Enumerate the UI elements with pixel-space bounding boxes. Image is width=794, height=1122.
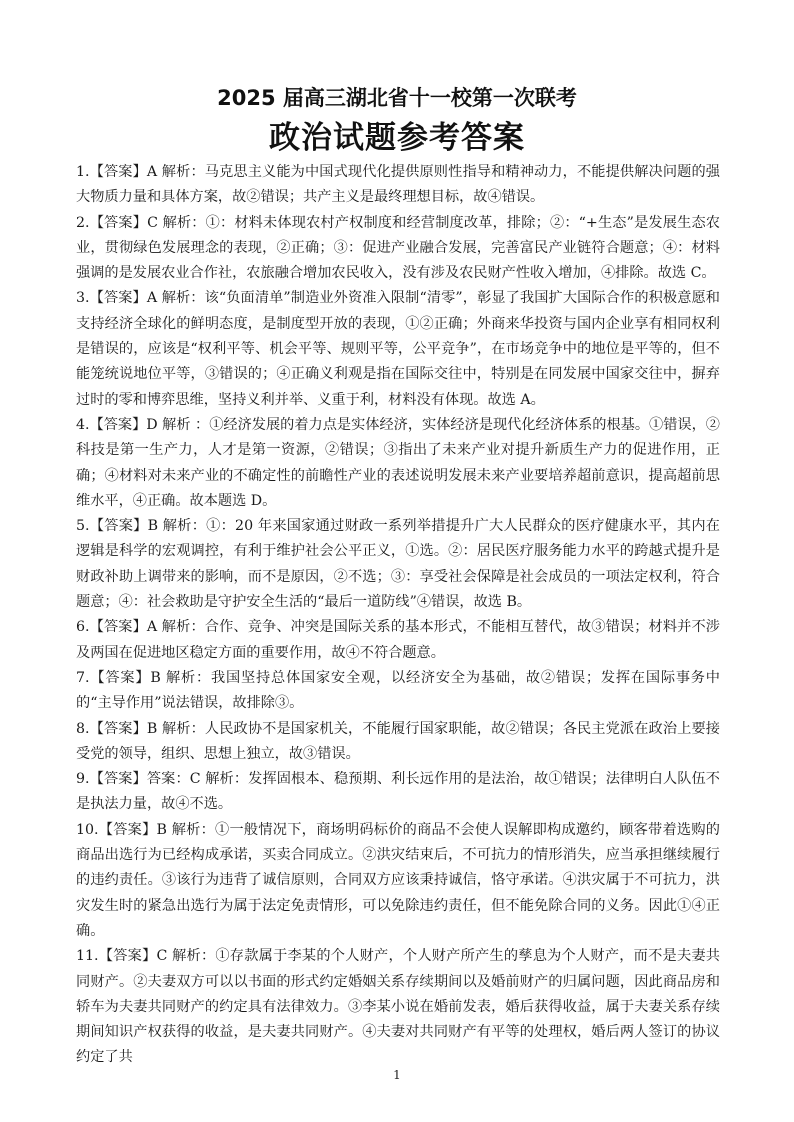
answer-item-7: 7.【答案】B 解析：我国坚持总体国家安全观，以经济安全为基础，故②错误；发挥在国际事务中的“主导作用”说法错误，故排除③。 — [76, 669, 720, 712]
answer-item-3: 3.【答案】A 解析：该“负面清单”制造业外资准入限制“清零”，彰显了我国扩大国际合作的积极意愿和支持经济全球化的鲜明态度，是制度型开放的表现，①②正确；外商来华投资与国内企业享有相同权利是错误的，应该是“权利平等、机会平等、规则平等，公平竞争”，在市场竞争中的地位是平等的，但不能笼统说地位平等，③错误的；④正确义利观是指在国际交往中，特别是在同发展中国家交往中，摒弃过时的零和博弈思维，坚持义利并举、义重于利，材料没有体现。故选 A。 — [76, 290, 720, 408]
answer-item-1: 1.【答案】A 解析：马克思主义能为中国式现代化提供原则性指导和精神动力，不能提供解决问题的强大物质力量和具体方案，故②错误；共产主义是最终理想目标，故④错误。 — [76, 164, 720, 206]
answer-list — [76, 160, 720, 1071]
page-title: 政治试题参考答案 — [269, 120, 525, 156]
answer-item-4: 4.【答案】D 解析 ：①经济发展的着力点是实体经济，实体经济是现代化经济体系的根基。①错误，②科技是第一生产力，人才是第一资源，②错误；③指出了未来产业对提升新质生产力的促进作用，正确；④材料对未来产业的不确定性的前瞻性产业的表述说明发展未来产业要培养超前意识，提高超前思维水平，④正确。故本题选 D。 — [76, 416, 720, 509]
answer-item-5: 5.【答案】B 解析：①：20 年来国家通过财政一系列举措提升广大人民群众的医疗健康水平，其内在逻辑是科学的宏观调控，有利于维护社会公平正义，①选。②：居民医疗服务能力水平的跨越式提升是财政补助上调带来的影响，而不是原因，②不选；③：享受社会保障是社会成员的一项法定权利，符合题意；④：社会救助是守护安全生活的“最后一道防线”④错误，故选 B。 — [76, 518, 720, 611]
answer-item-11: 11.【答案】C 解析：①存款属于李某的个人财产，个人财产所产生的孳息为个人财产，而不是夫妻共同财产。②夫妻双方可以以书面的形式约定婚姻关系存续期间以及婚前财产的归属问题，因此商品房和轿车为夫妻共同财产的约定具有法律效力。③李某小说在婚前发表，婚后获得收益，属于夫妻关系存续期间知识产权获得的收益，是夫妻共同财产。④夫妻对共同财产有平等的处理权，婚后两人签订的协议约定了共 — [76, 948, 720, 1066]
exam-header-title: 2025 届高三湖北省十一校第一次联考 — [217, 86, 577, 110]
page-number: 1 — [393, 1068, 401, 1082]
answer-item-2: 2.【答案】C 解析：①：材料未体现农村产权制度和经营制度改革，排除；②：“+生态”是发展生态农业，贯彻绿色发展理念的表现，②正确；③：促进产业融合发展，完善富民产业链符合题意；④：材料强调的是发展农业合作社，农旅融合增加农民收入，没有涉及农民财产性收入增加，④排除。故选 C。 — [76, 214, 720, 282]
answer-item-8: 8.【答案】B 解析：人民政协不是国家机关，不能履行国家职能，故②错误；各民主党派在政治上要接受党的领导，组织、思想上独立，故③错误。 — [76, 720, 720, 762]
answer-item-6: 6.【答案】A 解析：合作、竞争、冲突是国际关系的基本形式，不能相互替代，故③错误；材料并不涉及两国在促进地区稳定方面的重要作用，故④不符合题意。 — [76, 619, 720, 661]
answer-item-10: 10.【答案】B 解析：①一般情况下，商场明码标价的商品不会使人误解即构成邀约，顾客带着选购的商品出选行为已经构成承诺，买卖合同成立。②洪灾结束后，不可抗力的情形消失，应当承担继续履行的违约责任。③该行为违背了诚信原则，合同双方应该秉持诚信，恪守承诺。④洪灾属于不可抗力，洪灾发生时的紧急出选行为属于法定免责情形，可以免除违约责任，但不能免除合同的义务。因此①④正确。 — [76, 821, 720, 939]
answer-item-9: 9.【答案】答案：C 解析：发挥固根本、稳预期、利长远作用的是法治，故①错误；法律明白人队伍不是执法力量，故④不选。 — [76, 771, 720, 813]
